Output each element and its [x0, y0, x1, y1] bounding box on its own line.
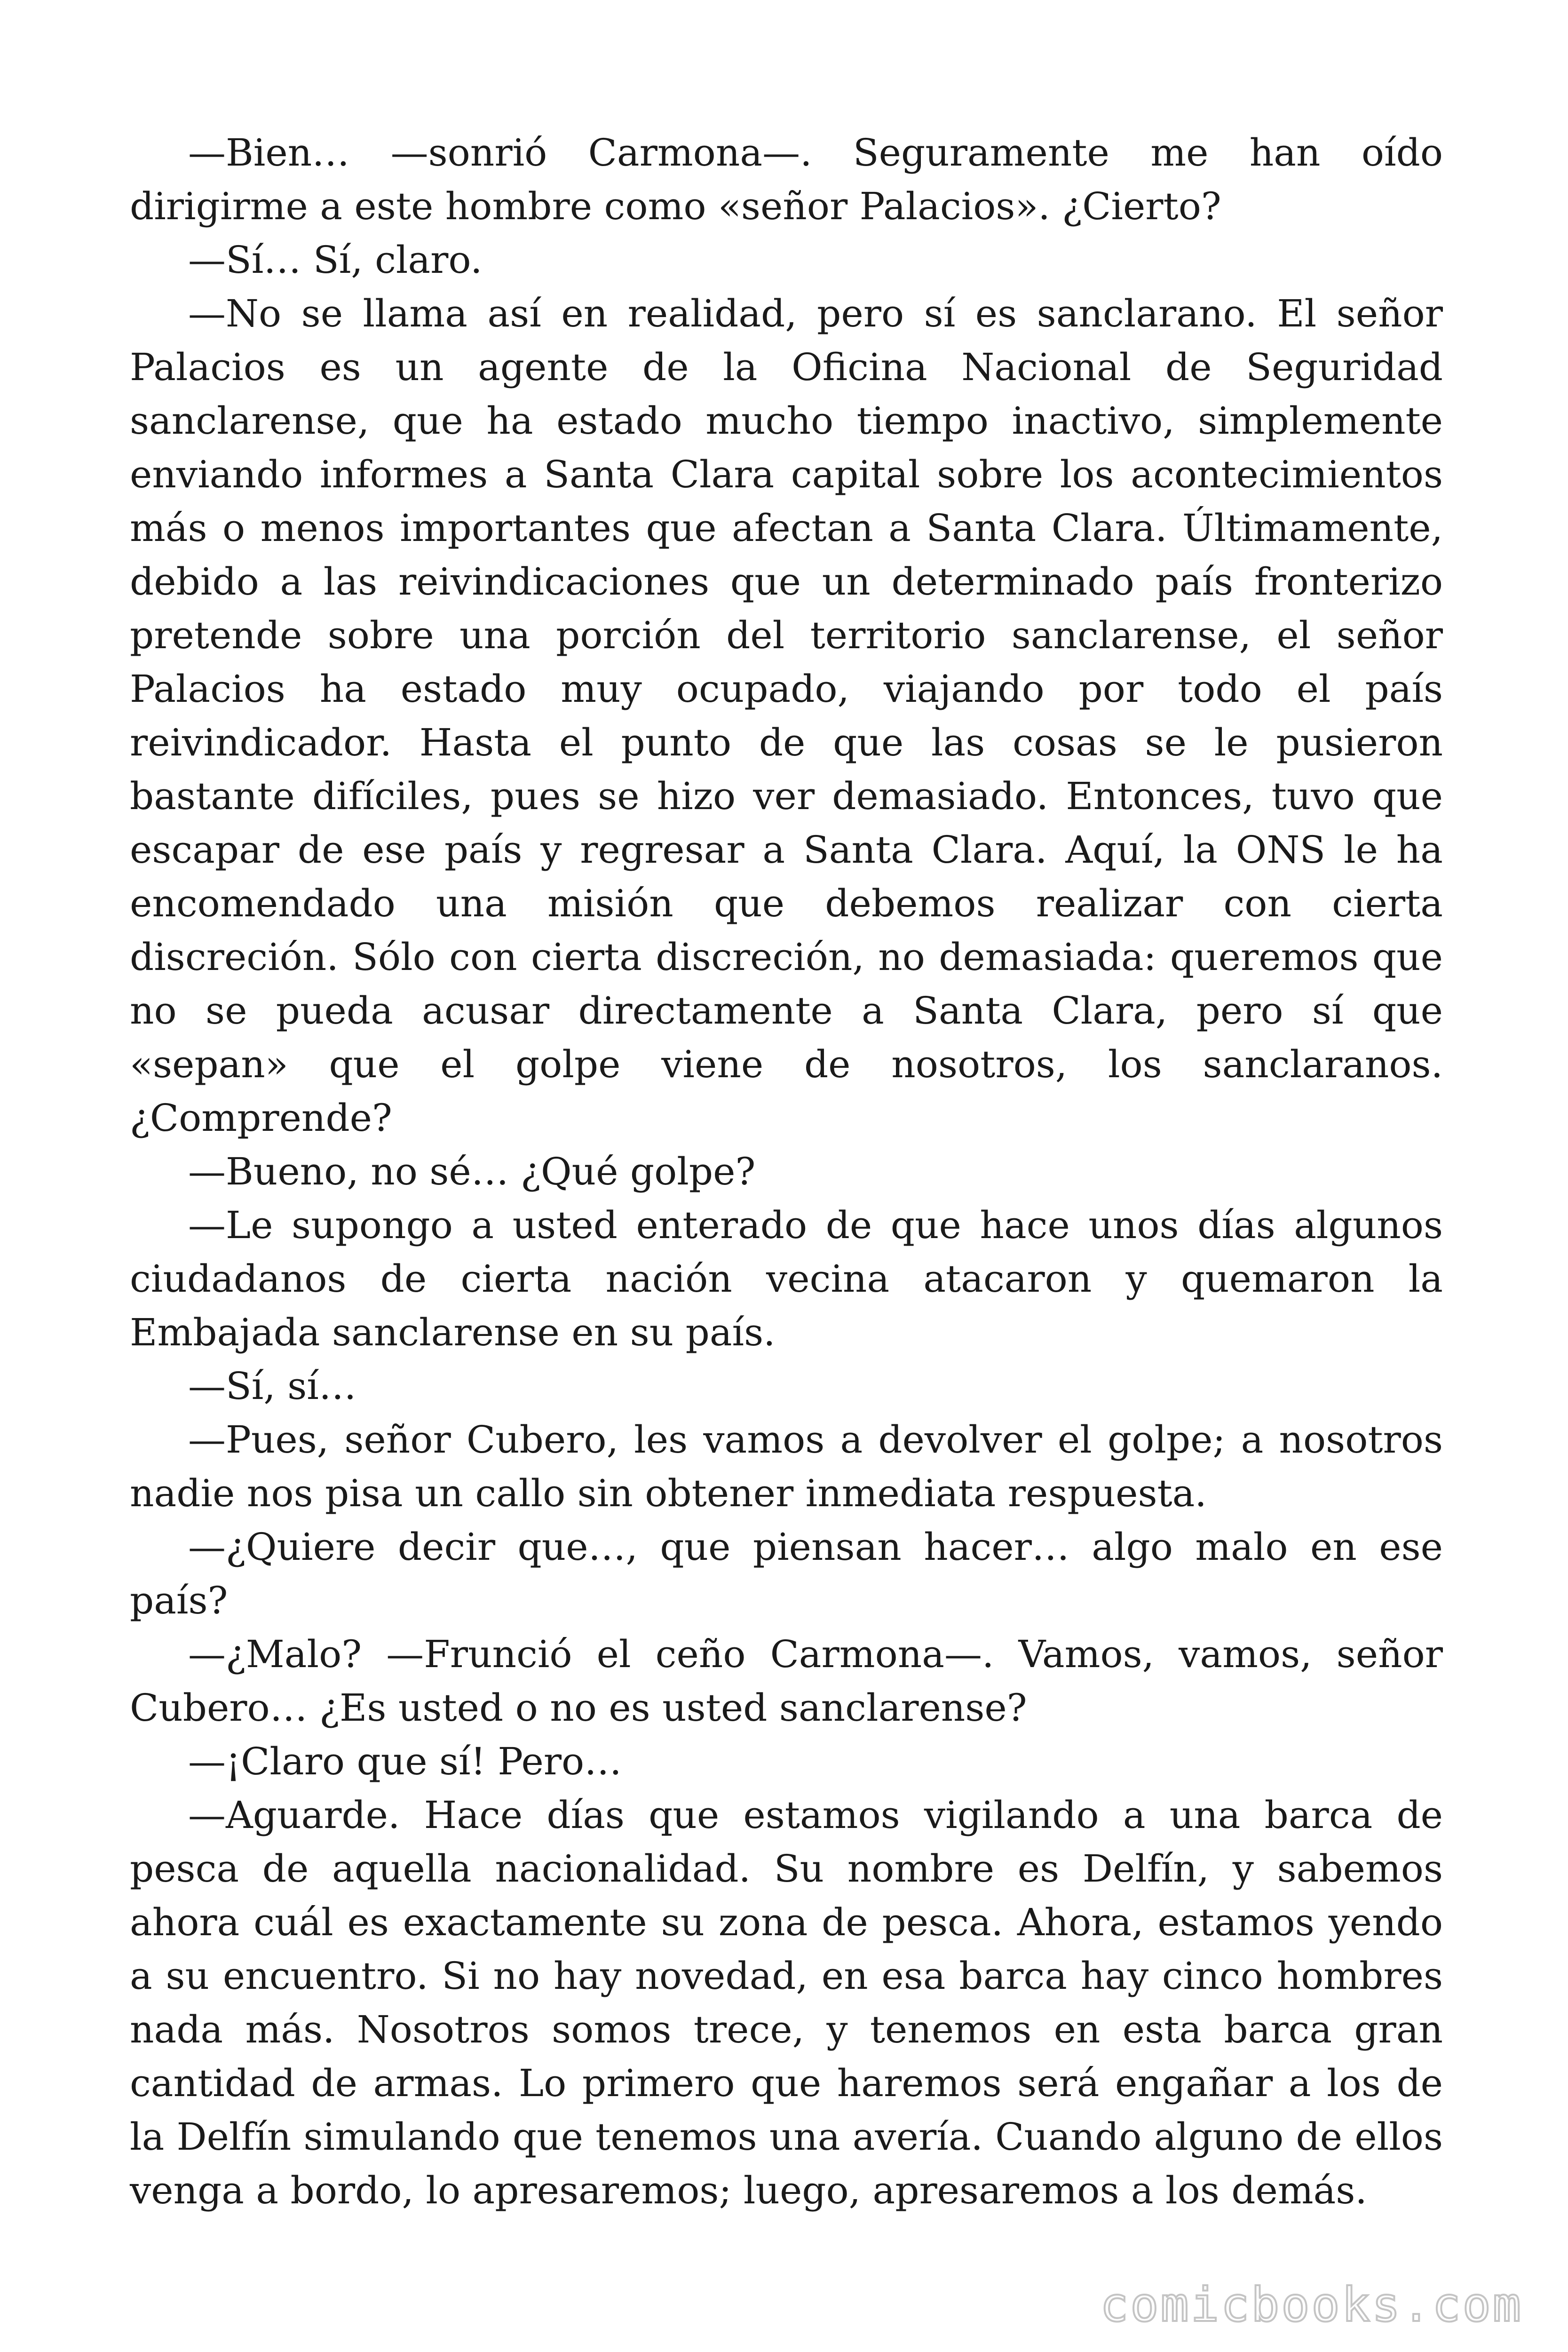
paragraph-7: —Pues, señor Cubero, les vamos a devolver el golpe; a nosotros nadie nos pisa un callo sin obtener inmediata respuesta.: [130, 1418, 1443, 1515]
body-text: [130, 126, 1443, 2217]
watermark: comicbooks.com: [1100, 2277, 1523, 2332]
paragraph-5: —Le supongo a usted enterado de que hace unos días algunos ciudadanos de cierta nación vecina atacaron y quemaron la Embajada sanclarense en su país.: [130, 1203, 1443, 1354]
paragraph-6: —Sí, sí…: [188, 1364, 356, 1408]
paragraph-4: —Bueno, no sé… ¿Qué golpe?: [188, 1150, 756, 1193]
paragraph-1: —Bien… —sonrió Carmona—. Seguramente me han oído dirigirme a este hombre como «señor Palacios». ¿Cierto?: [130, 131, 1443, 228]
paragraph-3: —No se llama así en realidad, pero sí es sanclarano. El señor Palacios es un agente de la Oficina Nacional de Seguridad sanclarense, que ha estado mucho tiempo inactivo, simplemente enviando informes a Santa Clara capital sobre los acontecimientos más o menos importantes que afectan a Santa Clara. Últimamente, debido a las reivindicaciones que un determinado país fronterizo pretende sobre una porción del territorio sanclarense, el señor Palacios ha estado muy ocupado, viajando por todo el país reivindicador. Hasta el punto de que las cosas se le pusieron bastante difíciles, pues se hizo ver demasiado. Entonces, tuvo que escapar de ese país y regresar a Santa Clara. Aquí, la ONS le ha encomendado una misión que debemos realizar con cierta discreción. Sólo con cierta discreción, no demasiada: queremos que no se pueda acusar directamente a Santa Clara, pero sí que «sepan» que el golpe viene de nosotros, los sanclaranos. ¿Comprende?: [130, 292, 1443, 1140]
paragraph-10: —¡Claro que sí! Pero…: [188, 1740, 622, 1783]
paragraph-8: —¿Quiere decir que…, que piensan hacer… algo malo en ese país?: [130, 1525, 1443, 1622]
paragraph-2: —Sí… Sí, claro.: [188, 238, 483, 282]
paragraph-11: —Aguarde. Hace días que estamos vigilando a una barca de pesca de aquella nacionalidad. Su nombre es Delfín, y sabemos ahora cuál es exactamente su zona de pesca. Ahora, estamos yendo a su encuentro. Si no hay novedad, en esa barca hay cinco hombres nada más. Nosotros somos trece, y tenemos en esta barca gran cantidad de armas. Lo primero que haremos será engañar a los de la Delfín simulando que tenemos una avería. Cuando alguno de ellos venga a bordo, lo apresaremos; luego, apresaremos a los demás.: [130, 1793, 1443, 2212]
paragraph-9: —¿Malo? —Frunció el ceño Carmona—. Vamos, vamos, señor Cubero… ¿Es usted o no es usted sanclarense?: [130, 1632, 1443, 1730]
